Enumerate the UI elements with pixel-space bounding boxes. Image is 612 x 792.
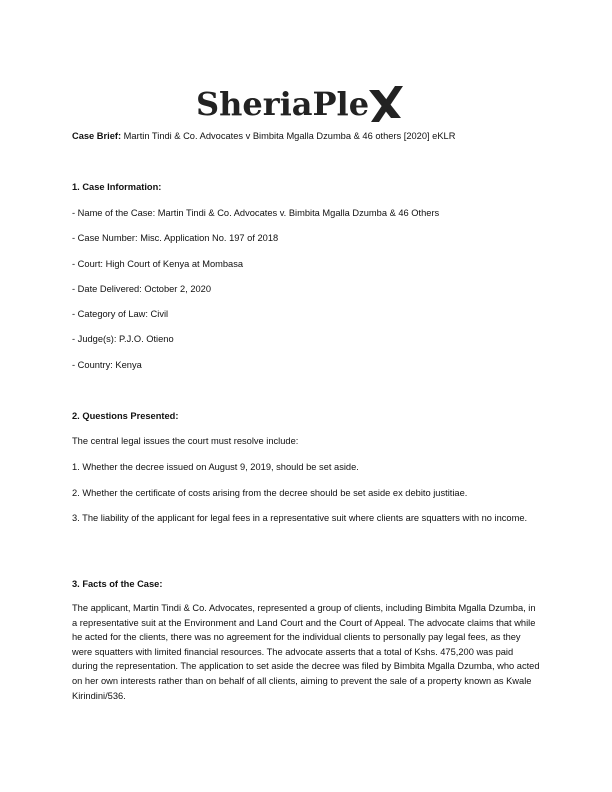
section-heading-facts: 3. Facts of the Case: xyxy=(72,579,163,589)
logo-wordmark: SheriaPle xyxy=(196,85,370,123)
question-item: 3. The liability of the applicant for legal fees in a representative suit where clients are squatters with no income. xyxy=(72,513,528,523)
question-item: 2. Whether the certificate of costs arising from the decree should be set aside ex debito justitiae. xyxy=(72,488,468,498)
info-item-court: - Court: High Court of Kenya at Mombasa xyxy=(72,259,244,269)
info-item-date: - Date Delivered: October 2, 2020 xyxy=(72,284,212,294)
case-brief-label: Case Brief: xyxy=(72,131,122,141)
section-heading-questions: 2. Questions Presented: xyxy=(72,411,179,421)
case-brief-line xyxy=(72,130,455,142)
info-item-country: - Country: Kenya xyxy=(72,360,142,370)
sheriaplex-logo xyxy=(196,76,426,124)
info-item-number: - Case Number: Misc. Application No. 197 of 2018 xyxy=(72,233,279,243)
logo-x-icon xyxy=(365,84,405,124)
question-item: 1. Whether the decree issued on August 9, 2019, should be set aside. xyxy=(72,462,359,472)
section-heading-case-information: 1. Case Information: xyxy=(72,182,162,192)
info-item-category: - Category of Law: Civil xyxy=(72,309,169,319)
case-brief-title: Martin Tindi & Co. Advocates v Bimbita Mgalla Dzumba & 46 others [2020] eKLR xyxy=(121,131,456,141)
questions-intro: The central legal issues the court must resolve include: xyxy=(72,436,299,446)
info-item-judge: - Judge(s): P.J.O. Otieno xyxy=(72,334,174,344)
facts-paragraph: The applicant, Martin Tindi & Co. Advocates, represented a group of clients, including Bimbita Mgalla Dzumba, in a representative suit at the Environment and Land Court and the Court of Appeal. The advocate claims that while he acted for the clients, there was no agreement for the individual clients to personally pay legal fees, as they were squatters with limited financial resources. The advocate asserts that a total of Kshs. 475,200 was paid during the representation. The application to set aside the decree was filed by Bimbita Mgalla Dzumba, who acted on her own interests rather than on behalf of all clients, aiming to prevent the sale of a property known as Kwale Kirindini/536. xyxy=(72,603,540,701)
info-item-name: - Name of the Case: Martin Tindi & Co. Advocates v. Bimbita Mgalla Dzumba & 46 Others xyxy=(72,208,440,218)
